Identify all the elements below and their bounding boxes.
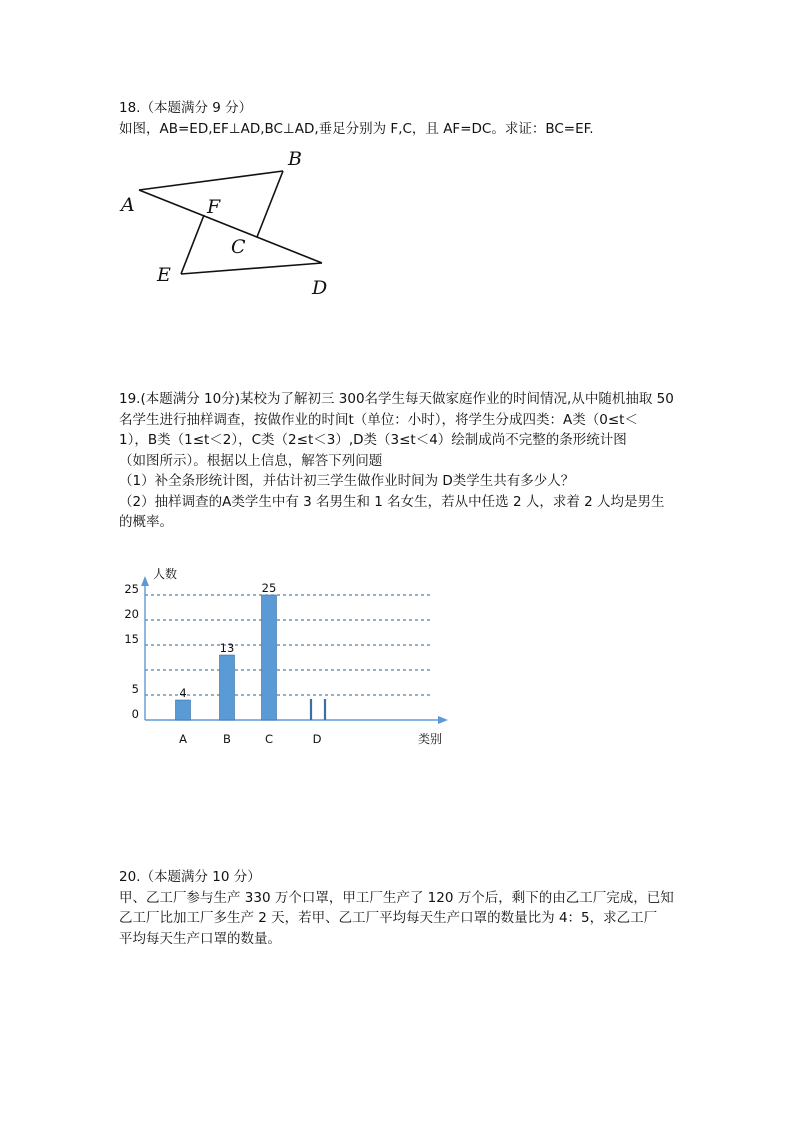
x-axis-title: 类别 (418, 732, 443, 746)
q18-statement: 如图，AB=ED,EF⊥AD,BC⊥AD,垂足分别为 F,C，且 AF=DC。求证：BC=EF. (119, 120, 594, 137)
label-c: C (231, 236, 246, 258)
segment-ed (181, 263, 322, 274)
segment-ef (181, 215, 204, 274)
q20-line-2: 甲、乙工厂参与生产 330 万个口罩，甲工厂生产了 120 万个后，剩下的由乙工厂完成，已知 (119, 889, 674, 906)
segment-bc (257, 171, 283, 237)
y-tick-label: 15 (124, 632, 139, 646)
q19-line-2: 名学生进行抽样调查，按做作业的时间t（单位：小时），将学生分成四类：A类（0≤t＜ (119, 411, 638, 428)
q18-header: 18.（本题满分 9 分） (119, 100, 253, 116)
question-18 (119, 98, 689, 139)
gridlines (145, 595, 432, 695)
q20-line-1: 20.（本题满分 10 分） (119, 869, 261, 885)
y-axis-title: 人数 (153, 567, 178, 581)
y-tick-label: 25 (124, 582, 139, 596)
x-category-B: B (223, 732, 231, 746)
label-a: A (121, 194, 135, 216)
q20-line-4: 平均每天生产口罩的数量。 (119, 930, 281, 947)
q19-line-5: （1）补全条形统计图，并估计初三学生做作业时间为 D类学生共有多少人？ (119, 473, 575, 489)
bar-chart (120, 560, 460, 755)
label-b: B (288, 148, 302, 170)
bar-label-A: 4 (179, 686, 187, 700)
bar-label-B: 13 (219, 641, 235, 655)
q20-line-3: 乙工厂比加工厂多生产 2 天，若甲、乙工厂平均每天生产口罩的数量比为 4：5，求乙工厂 (119, 910, 658, 926)
bars (176, 581, 326, 720)
question-19 (119, 389, 689, 533)
label-f: F (207, 196, 221, 218)
x-category-D: D (312, 732, 322, 746)
bar-label-C: 25 (261, 581, 277, 595)
bar-B (220, 655, 235, 720)
q19-line-1: 19.(本题满分 10分)某校为了解初三 300名学生每天做家庭作业的时间情况,从中随机抽取 50 (119, 391, 674, 407)
y-tick-labels (124, 582, 139, 721)
y-tick-label: 5 (131, 682, 139, 696)
segment-ab (139, 171, 283, 190)
question-20 (119, 867, 689, 949)
x-category-A: A (179, 732, 187, 746)
label-d: D (312, 277, 328, 299)
y-tick-label: 20 (124, 607, 139, 621)
q19-line-7: 的概率。 (119, 514, 173, 530)
q19-line-4: （如图所示）。根据以上信息，解答下列问题 (119, 452, 383, 469)
q19-line-6: （2）抽样调查的A类学生中有 3 名男生和 1 名女生，若从中任选 2 人，求着 2 人均是男生 (119, 493, 665, 510)
bar-C (262, 595, 277, 720)
x-axis-arrow (438, 716, 448, 724)
geometry-figure (115, 145, 345, 305)
label-e: E (157, 264, 171, 286)
bar-A (176, 700, 191, 720)
y-tick-label: 0 (131, 707, 139, 721)
q19-line-3: 1），B类（1≤t＜2），C类（2≤t＜3）,D类（3≤t＜4）绘制成尚不完整的条形统计图 (119, 432, 627, 448)
x-category-labels (179, 732, 322, 746)
y-axis-arrow (141, 576, 149, 586)
x-category-C: C (264, 732, 274, 746)
